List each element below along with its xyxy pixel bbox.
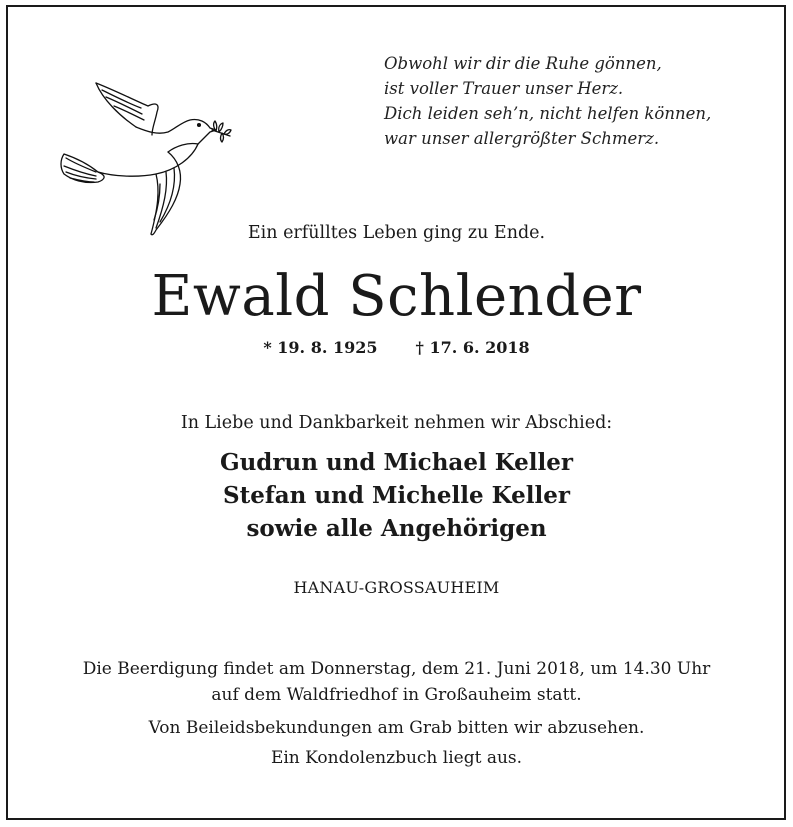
- poem-line: Obwohl wir dir die Ruhe gönnen,: [384, 54, 662, 73]
- deceased-name: Ewald Schlender: [151, 264, 642, 329]
- farewell-text: In Liebe und Dankbarkeit nehmen wir Abschied:: [180, 413, 613, 433]
- condolence-notes: [0, 713, 793, 773]
- birth-date: * 19. 8. 1925: [263, 338, 378, 357]
- mourner-line: sowie alle Angehörigen: [246, 515, 547, 542]
- poem-line: war unser allergrößter Schmerz.: [384, 129, 660, 148]
- funeral-line: auf dem Waldfriedhof in Großauheim statt.: [211, 685, 582, 705]
- intro-text: Ein erfülltes Leben ging zu Ende.: [247, 223, 546, 243]
- poem-line: Dich leiden seh’n, nicht helfen können,: [384, 104, 712, 123]
- funeral-info: [0, 656, 793, 708]
- death-date: † 17. 6. 2018: [415, 338, 530, 357]
- mourner-line: Gudrun und Michael Keller: [219, 449, 574, 476]
- funeral-line: Die Beerdigung findet am Donnerstag, dem 21. Juni 2018, um 14.30 Uhr: [82, 659, 711, 679]
- dove-icon: [56, 80, 234, 240]
- note-line: Von Beileidsbekundungen am Grab bitten wir abzusehen.: [148, 718, 645, 738]
- poem-line: ist voller Trauer unser Herz.: [384, 79, 624, 98]
- mourners-list: [0, 446, 793, 545]
- life-dates: [0, 338, 793, 357]
- place-name: HANAU-GROSSAUHEIM: [293, 578, 500, 597]
- note-line: Ein Kondolenzbuch liegt aus.: [270, 748, 523, 768]
- poem: [384, 51, 774, 151]
- mourner-line: Stefan und Michelle Keller: [223, 482, 570, 509]
